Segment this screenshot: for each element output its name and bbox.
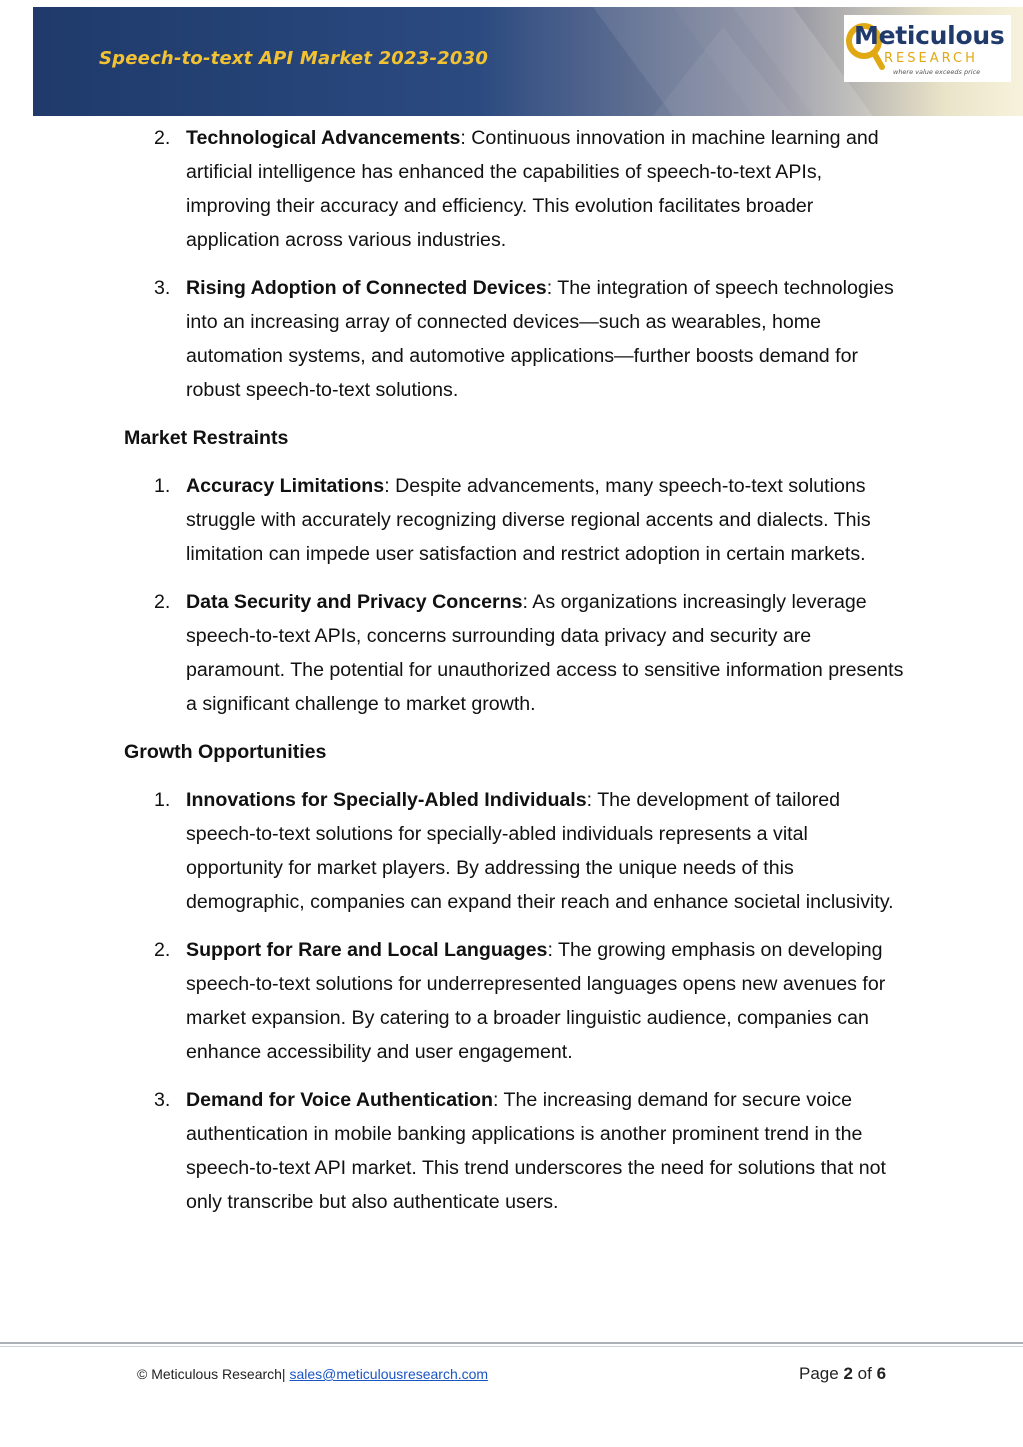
item-number: 3.: [154, 277, 171, 299]
item-number: 2.: [154, 591, 171, 613]
restraints-list: [0, 469, 1023, 721]
footer-copyright: [137, 1366, 488, 1382]
header-banner: [33, 7, 1023, 116]
list-item: [154, 585, 906, 721]
copyright-text: © Meticulous Research|: [137, 1366, 286, 1382]
logo-name: Meticulous: [854, 21, 1005, 50]
page-current: 2: [843, 1364, 853, 1383]
item-text: : As organizations increasingly leverage speech-to-text APIs, concerns surrounding data privacy and security are paramount. The potential for unauthorized access to sensitive information presents a significant challenge to market growth.: [186, 591, 904, 715]
page-content: [0, 121, 1023, 1219]
list-item: [154, 271, 906, 407]
page-of: of: [857, 1364, 872, 1383]
item-text: : Despite advancements, many speech-to-text solutions struggle with accurately recognizing diverse regional accents and dialects. This limitation can impede user satisfaction and restrict adoption in certain markets.: [186, 475, 871, 565]
item-text: : The development of tailored speech-to-text solutions for specially-abled individuals represents a vital opportunity for market players. By addressing the unique needs of this demographic, companies can expand their reach and enhance societal inclusivity.: [186, 789, 894, 913]
item-text: : The increasing demand for secure voice authentication in mobile banking applications is another prominent trend in the speech-to-text API market. This trend underscores the need for solutions that not only transcribe but also authenticate users.: [186, 1089, 886, 1213]
item-number: 2.: [154, 939, 171, 961]
company-logo: [844, 15, 1011, 82]
item-number: 1.: [154, 789, 171, 811]
item-number: 2.: [154, 127, 171, 149]
footer-divider: [0, 1342, 1023, 1344]
item-title: Accuracy Limitations: [186, 475, 385, 497]
logo-tagline: where value exceeds price: [893, 68, 981, 76]
item-title: Demand for Voice Authentication: [186, 1089, 493, 1111]
page-total: 6: [876, 1364, 887, 1383]
list-item: [154, 121, 906, 257]
logo-sub: RESEARCH: [884, 51, 978, 66]
item-number: 3.: [154, 1089, 171, 1111]
item-title: Innovations for Specially-Abled Individuals: [186, 789, 587, 811]
item-text: : The growing emphasis on developing speech-to-text solutions for underrepresented languages opens new avenues for market expansion. By catering to a broader linguistic audience, companies can enhance accessibility and user engagement.: [186, 939, 886, 1063]
page-prefix: Page: [799, 1364, 839, 1383]
page-number: [799, 1364, 886, 1384]
section-heading-restraints: Market Restraints: [124, 427, 289, 449]
list-item: [154, 783, 906, 919]
header-title: Speech-to-text API Market 2023-2030: [99, 48, 489, 69]
item-text: : The integration of speech technologies into an increasing array of connected devices—such as wearables, home automation systems, and automotive applications—further boosts demand for robust speech-to-text solutions.: [186, 277, 894, 401]
item-title: Rising Adoption of Connected Devices: [186, 277, 547, 299]
item-text: : Continuous innovation in machine learning and artificial intelligence has enhanced the capabilities of speech-to-text APIs, improving their accuracy and efficiency. This evolution facilitates broader application across various industries.: [186, 127, 879, 251]
footer-divider: [0, 1346, 1023, 1347]
item-title: Technological Advancements: [186, 127, 461, 149]
section-heading-opportunities: Growth Opportunities: [124, 741, 327, 763]
item-title: Data Security and Privacy Concerns: [186, 591, 523, 613]
footer-email-link[interactable]: sales@meticulousresearch.com: [289, 1366, 489, 1382]
list-item: [154, 933, 906, 1069]
drivers-list: [0, 121, 1023, 407]
item-number: 1.: [154, 475, 171, 497]
item-title: Support for Rare and Local Languages: [186, 939, 548, 961]
list-item: [154, 469, 906, 571]
opportunities-list: [0, 783, 1023, 1219]
list-item: [154, 1083, 906, 1219]
